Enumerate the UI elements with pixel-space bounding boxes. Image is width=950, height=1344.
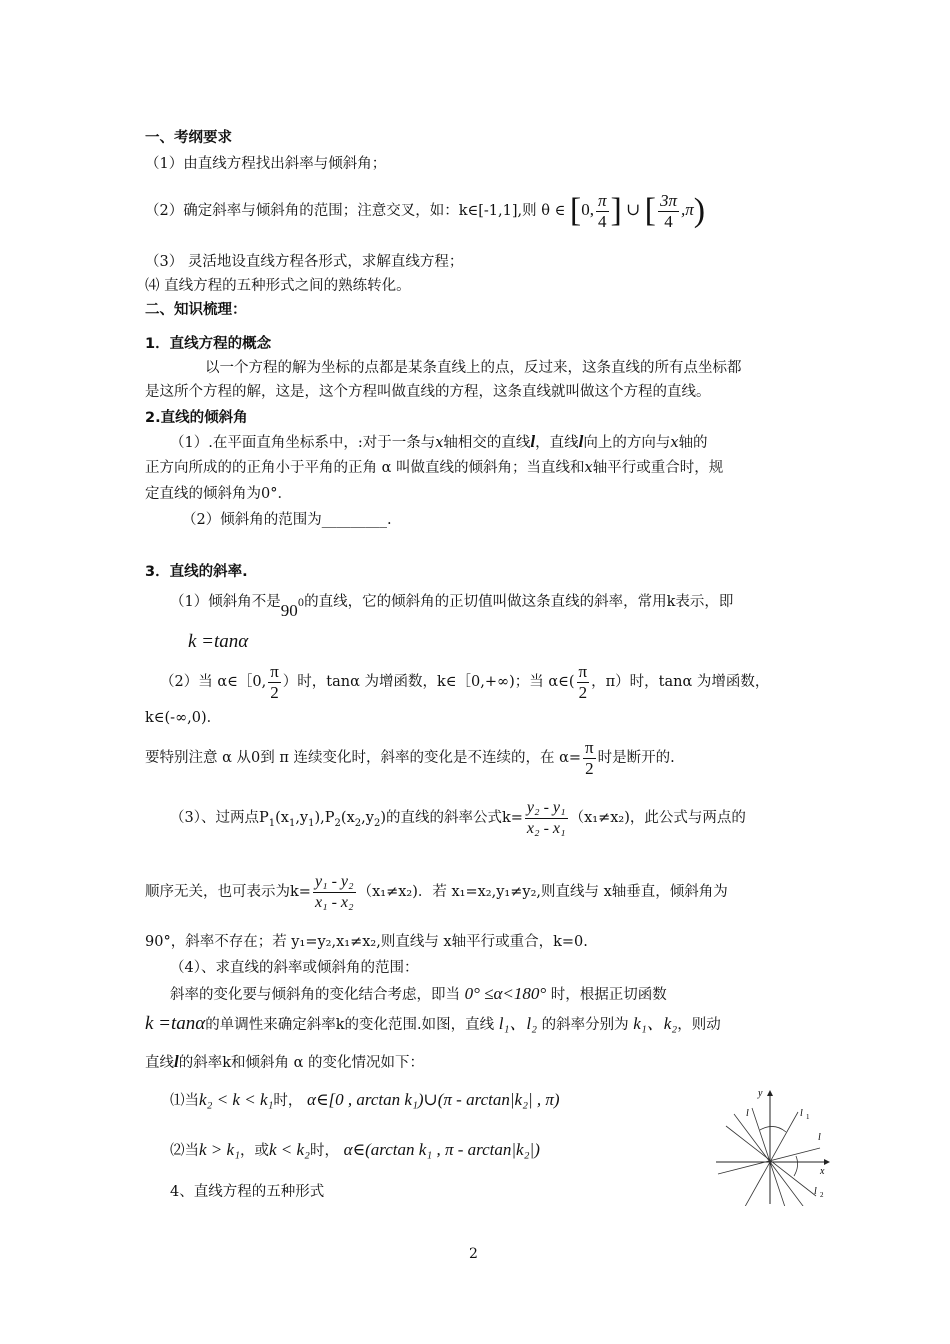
sub3-para-7: （4）、求直线的斜率或倾斜角的范围： — [170, 960, 419, 976]
sub1-heading: 1．直线方程的概念 — [145, 336, 272, 352]
section-2-heading: 二、知识梳理： — [145, 302, 247, 318]
sub3-para-2-cont: k∈(-∞,0)． — [145, 710, 222, 726]
angle-range-math: [0, $\frac{\pi}{4}$ ] ∪ [ $\frac{3\pi}{4}$ ,π) — [569, 190, 706, 231]
angle-arc-top — [760, 1126, 786, 1132]
sub3-para-5: 顺序无关，也可表示为k= $\frac{\text{y₁ - y₂}}{\text{x₁ - x₂}}$ （x₁≠x₂)．若 x₁=x₂,y₁≠y₂,则直线与 x轴垂直，倾斜角为 — [145, 872, 728, 911]
s1-item-3: （3） 灵活地设直线方程各形式，求解直线方程； — [145, 254, 464, 270]
sub3-para-10: 直线l的斜率k和倾斜角 α 的变化情况如下： — [145, 1052, 425, 1071]
sub2-range: （2）倾斜角的范围为_________. — [182, 512, 392, 528]
sub3-para-2: （2）当 α∈［0, $\frac{\pi}{2}$ ）时，tanα 为增函数，k∈［0,+∞)；当 α∈( $\frac{\pi}{2}$ ，π）时，tanα 为增函数， — [160, 661, 770, 702]
sub3-para-9: k =tanα的单调性来确定斜率k的变化范围.如图，直线 l₁、l₂ 的斜率分别为 k₁、k₂，则动 — [145, 1013, 721, 1034]
math-cup: ∪ — [626, 200, 641, 219]
sub4-heading: 4、直线方程的五种形式 — [170, 1184, 325, 1200]
frac-pi-4: $\frac{\pi}{4}$ — [598, 190, 607, 231]
sub3-para-1: （1）倾斜角不是$90^0$的直线，它的倾斜角的正切值叫做这条直线的斜率，常用k表示，即 — [170, 593, 734, 620]
sub3-para-4: （3）、过两点$P_1(x_1,y_1),P_2(x_2,y_2)$的直线的斜率公式k= $\frac{\text{y₂ - y₁}}{\text{x₂ - x₁}}$ （x₁≠x₂)，此公式与两点的 — [170, 798, 746, 837]
s1-item-1: （1）由直线方程找出斜率与倾斜角； — [145, 156, 387, 172]
section-1-heading: 一、考纲要求 — [145, 130, 232, 146]
slope-formula: k =tanα — [188, 631, 249, 652]
line-l2 — [726, 1126, 816, 1196]
case-1: ⑴当k₂ < k < k₁时， α∈[0 , arctan k₁)∪(π - arctan|k₂| , π) — [170, 1090, 560, 1109]
angle-arc-right — [794, 1156, 798, 1176]
figure-label-l2: l — [814, 1186, 817, 1197]
sub2-para-line2: 正方向所成的的正角小于平角的正角 α 叫做直线的倾斜角；当直线和x轴平行或重合时，规 — [145, 460, 724, 476]
sub1-para-line1: 以一个方程的解为坐标的点都是某条直线上的点，反过来，这条直线的所有点坐标都 — [205, 360, 742, 376]
figure-label-l1-sub: 1 — [806, 1113, 810, 1121]
slope-fraction-1: $\frac{\text{y₂ - y₁}}{\text{x₂ - x₁}}$ — [526, 798, 566, 837]
figure-label-l-right: l — [818, 1132, 821, 1143]
math-pi: ,π — [680, 200, 694, 219]
y-axis-arrow — [767, 1090, 773, 1096]
s1-item-2-text: （2）确定斜率与倾斜角的范围；注意交叉，如：k∈[-1,1],则 θ ∈ — [145, 203, 566, 219]
sub3-heading: 3．直线的斜率. — [145, 564, 248, 580]
figure-label-l2-sub: 2 — [820, 1191, 824, 1199]
figure-label-l: l — [746, 1108, 749, 1119]
s1-item-2 — [145, 188, 705, 233]
slope-lines-figure — [712, 1086, 832, 1206]
sub3-para-3: 要特别注意 α 从0到 π 连续变化时，斜率的变化是不连续的，在 α= $\frac{\pi}{2}$ 时是断开的. — [145, 737, 675, 778]
math-zero: 0, — [581, 200, 594, 219]
slope-fraction-2: $\frac{\text{y₁ - y₂}}{\text{x₁ - x₂}}$ — [314, 872, 354, 911]
case-2: ⑵当k > k₁，或k < k₂时， α∈(arctan k₁ , π - arctan|k₂|) — [170, 1140, 540, 1159]
x-axis-arrow — [824, 1159, 830, 1165]
figure-label-l1: l — [800, 1108, 803, 1119]
page-number: 2 — [469, 1246, 478, 1262]
sub2-heading: 2.直线的倾斜角 — [145, 410, 248, 426]
frac-3pi-4: $\frac{3\pi}{4}$ — [659, 190, 677, 231]
sub2-para-line1: （1）.在平面直角坐标系中，:对于一条与x轴相交的直线l，直线l向上的方向与x轴的 — [170, 432, 708, 451]
sub3-para-8: 斜率的变化要与倾斜角的变化结合考虑，即当 0° ≤α<180° 时，根据正切函数 — [170, 984, 667, 1003]
sub2-para-line3: 定直线的倾斜角为0°． — [145, 486, 292, 502]
sub1-para-line2: 是这所个方程的解，这是，这个方程叫做直线的方程，这条直线就叫做这个方程的直线。 — [145, 384, 711, 400]
sub3-para-6: 90°，斜率不存在；若 y₁=y₂,x₁≠x₂,则直线与 x轴平行或重合，k=0. — [145, 934, 588, 950]
figure-label-y: y — [758, 1088, 763, 1099]
figure-label-x: x — [820, 1166, 825, 1177]
s1-item-4: ⑷ 直线方程的五种形式之间的熟练转化。 — [145, 278, 411, 294]
